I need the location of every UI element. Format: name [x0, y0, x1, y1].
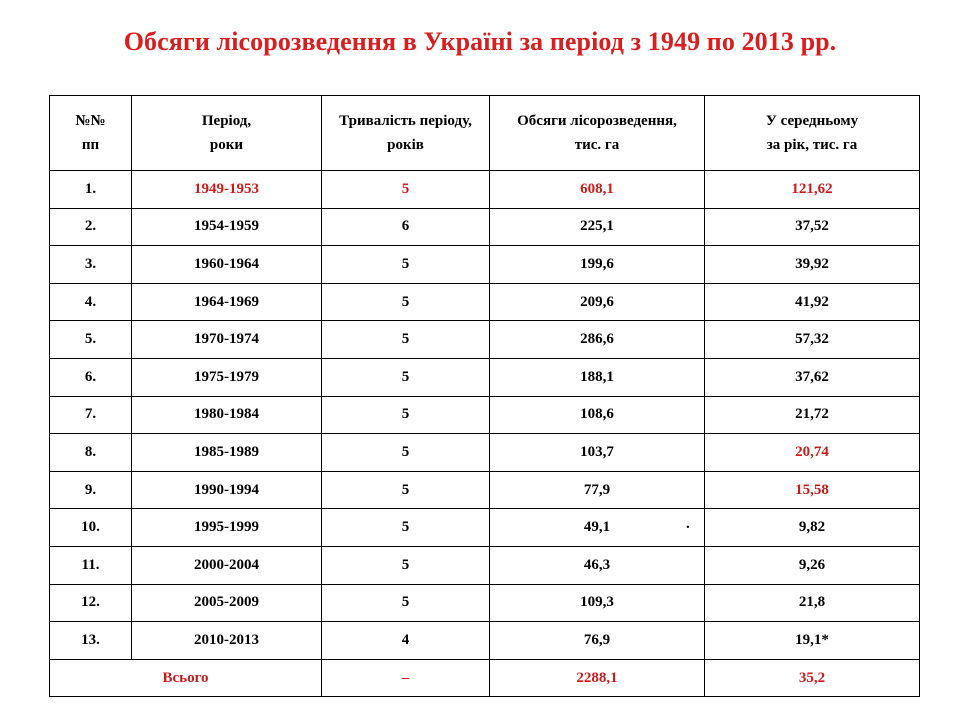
cell-volume: 209,6 [490, 283, 705, 321]
cell-period: 1995-1999 [132, 509, 322, 547]
table-row [50, 321, 920, 359]
cell-number: 6. [50, 358, 132, 396]
table-row [50, 622, 920, 660]
cell-number: 8. [50, 434, 132, 472]
cell-average: 15,58 [705, 471, 920, 509]
cell-volume: 109,3 [490, 584, 705, 622]
cell-period: 2000-2004 [132, 546, 322, 584]
cell-duration: 5 [322, 584, 490, 622]
cell-average: 57,32 [705, 321, 920, 359]
header-number: №№ пп [50, 96, 132, 171]
cell-number: 12. [50, 584, 132, 622]
cell-volume: 225,1 [490, 208, 705, 246]
cell-period: 1975-1979 [132, 358, 322, 396]
cell-duration: 4 [322, 622, 490, 660]
cell-average: 39,92 [705, 246, 920, 284]
cell-period: 1960-1964 [132, 246, 322, 284]
cell-average: 37,52 [705, 208, 920, 246]
cell-average: 37,62 [705, 358, 920, 396]
table-row [50, 396, 920, 434]
cell-duration: 5 [322, 509, 490, 547]
cell-period: 1949-1953 [132, 171, 322, 209]
cell-period: 2005-2009 [132, 584, 322, 622]
table-row [50, 584, 920, 622]
cell-number: 9. [50, 471, 132, 509]
header-period: Період, роки [132, 96, 322, 171]
header-average: У середньому за рік, тис. га [705, 96, 920, 171]
cell-average: 9,26 [705, 546, 920, 584]
table-row [50, 208, 920, 246]
table-row [50, 246, 920, 284]
cell-number: 4. [50, 283, 132, 321]
cell-average: 9,82 [705, 509, 920, 547]
table-header-row [50, 96, 920, 171]
cell-period: 1980-1984 [132, 396, 322, 434]
cell-period: 1990-1994 [132, 471, 322, 509]
cell-duration: 5 [322, 171, 490, 209]
cell-volume: 286,6 [490, 321, 705, 359]
total-average: 35,2 [705, 659, 920, 697]
table-row [50, 546, 920, 584]
cell-number: 7. [50, 396, 132, 434]
cell-number: 10. [50, 509, 132, 547]
cell-volume-value: 49,1 [583, 519, 611, 536]
table-row [50, 434, 920, 472]
total-label: Всього [50, 659, 322, 697]
stray-mark: . [686, 516, 690, 533]
cell-period: 2010-2013 [132, 622, 322, 660]
afforestation-table [49, 95, 920, 697]
total-duration: – [322, 659, 490, 697]
cell-volume: 188,1 [490, 358, 705, 396]
cell-number: 3. [50, 246, 132, 284]
table-row [50, 283, 920, 321]
table-row [50, 358, 920, 396]
cell-duration: 5 [322, 434, 490, 472]
cell-volume: 608,1 [490, 171, 705, 209]
cell-average: 121,62 [705, 171, 920, 209]
total-volume: 2288,1 [490, 659, 705, 697]
cell-duration: 5 [322, 246, 490, 284]
cell-number: 11. [50, 546, 132, 584]
table-row [50, 171, 920, 209]
cell-average: 41,92 [705, 283, 920, 321]
total-row [50, 659, 920, 697]
cell-average: 20,74 [705, 434, 920, 472]
cell-duration: 5 [322, 358, 490, 396]
header-volume: Обсяги лісорозведення, тис. га [490, 96, 705, 171]
cell-duration: 5 [322, 321, 490, 359]
cell-volume: 103,7 [490, 434, 705, 472]
page-title: Обсяги лісорозведення в Україні за період з 1949 по 2013 рр. [123, 27, 837, 56]
cell-duration: 5 [322, 546, 490, 584]
cell-average: 21,8 [705, 584, 920, 622]
cell-period: 1954-1959 [132, 208, 322, 246]
table-row [50, 509, 920, 547]
cell-volume: 77,9 [490, 471, 705, 509]
cell-period: 1970-1974 [132, 321, 322, 359]
cell-duration: 6 [322, 208, 490, 246]
cell-average: 21,72 [705, 396, 920, 434]
cell-volume: 199,6 [490, 246, 705, 284]
cell-duration: 5 [322, 471, 490, 509]
cell-period: 1964-1969 [132, 283, 322, 321]
cell-average: 19,1* [705, 622, 920, 660]
cell-volume: 46,3 [490, 546, 705, 584]
cell-period: 1985-1989 [132, 434, 322, 472]
cell-duration: 5 [322, 396, 490, 434]
cell-volume [490, 509, 705, 547]
table-row [50, 471, 920, 509]
cell-number: 13. [50, 622, 132, 660]
cell-number: 5. [50, 321, 132, 359]
cell-duration: 5 [322, 283, 490, 321]
cell-number: 2. [50, 208, 132, 246]
cell-volume: 76,9 [490, 622, 705, 660]
cell-volume: 108,6 [490, 396, 705, 434]
header-duration: Тривалість періоду, років [322, 96, 490, 171]
cell-number: 1. [50, 171, 132, 209]
